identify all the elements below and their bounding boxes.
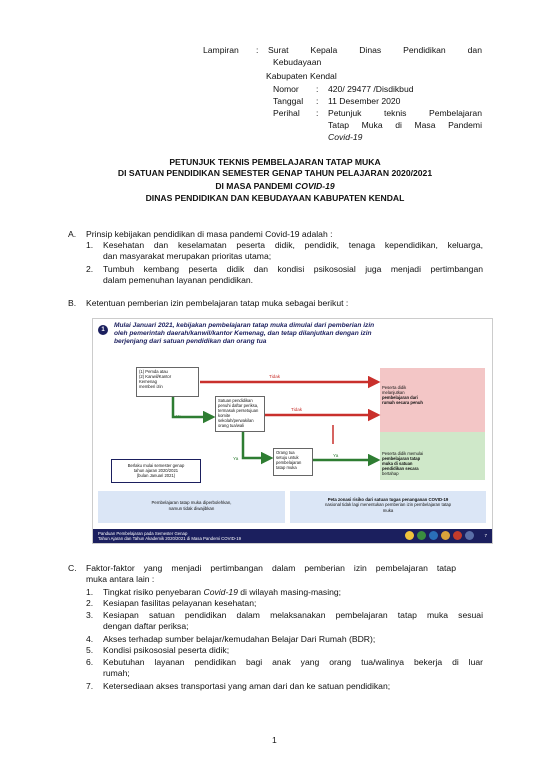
- slide-footer: Panduan Pembelajaran pada Semester Genap Tahun Ajaran dan Tahun Akademik 2020/2021 di Masa Pandemi COVID-19 7: [93, 529, 492, 543]
- list-item: Akses terhadap sumber belajar/kemudahan Belajar Dari Rumah (BDR);: [103, 634, 376, 644]
- page-number: 1: [272, 735, 277, 745]
- list-number: 7.: [86, 681, 94, 691]
- note-right: Peta zonasi risiko dari satuan tugas penanganan COVID-19 nasional tidak lagi menentukan pemberian izin pembelajaran tatap muka: [290, 491, 486, 523]
- outcome-home-learning: Peserta didik melanjutkan pembelajaran dari rumah secara penuh: [382, 385, 423, 405]
- perihal-value-3: Covid-19: [328, 132, 363, 142]
- logo-icon: [429, 531, 438, 540]
- list-number: 1.: [86, 587, 94, 597]
- list-item: Kondisi psikososial peserta didik;: [103, 645, 230, 655]
- logo-icon: [453, 531, 462, 540]
- ya-label-1: Ya: [176, 414, 182, 419]
- list-item-cont: dengan daftar periksa;: [103, 621, 189, 631]
- list-item: Tingkat risiko penyebaran Covid-19 di wilayah masing-masing;: [103, 587, 342, 597]
- list-item: Kesehatan dan keselamatan peserta didik, pendidik, tenaga kependidikan, keluarga,: [103, 240, 483, 250]
- perihal-value-1: Petunjuk teknis Pembelajaran: [328, 108, 482, 118]
- list-number: 3.: [86, 610, 94, 620]
- section-a-marker: A.: [68, 229, 77, 239]
- logo-icon: [405, 531, 414, 540]
- list-item: Ketersediaan akses transportasi yang aman dari dan ke satuan pendidikan;: [103, 681, 391, 691]
- section-b-marker: B.: [68, 298, 77, 308]
- slide-page-number: 7: [484, 533, 487, 538]
- policy-slide: [92, 318, 493, 544]
- slide-headline: Mulai Januari 2021, kebijakan pembelajaran tatap muka dimulai dari pemberian izin oleh pemerintah daerah/kanwil/kantor Kemenag, dan tetap dilanjutkan dengan izin berjenjang dari satuan pendidikan dan orang tua: [114, 322, 375, 345]
- ya-label-3: Ya: [333, 453, 339, 458]
- title-line1: PETUNJUK TEKNIS PEMBELAJARAN TATAP MUKA: [169, 157, 381, 167]
- header-line3: Kabupaten Kendal: [266, 71, 337, 81]
- title-line3: DI MASA PANDEMI COVID-19: [215, 181, 335, 191]
- flow-box-parents: Orang tua setuju untuk pembelajaran tatap muka: [273, 448, 313, 476]
- logo-icon: [417, 531, 426, 540]
- perihal-label: Perihal: [273, 108, 300, 118]
- ya-label-2: Ya: [233, 456, 239, 461]
- list-number: 2.: [86, 598, 94, 608]
- list-number: 6.: [86, 657, 94, 667]
- outcome-face-to-face: Peserta didik memulai pembelajaran tatap muka di satuan pendidikan secara bertahap: [382, 451, 424, 476]
- list-number: 2.: [86, 264, 94, 274]
- list-item-cont: dalam pemenuhan layanan pendidikan.: [103, 275, 254, 285]
- list-number: 5.: [86, 645, 94, 655]
- title-line2: DI SATUAN PENDIDIKAN SEMESTER GENAP TAHUN PELAJARAN 2020/2021: [117, 168, 433, 178]
- section-b-heading: Ketentuan pemberian izin pembelajaran tatap muka sebagai berikut :: [86, 298, 349, 308]
- flow-box-checklist: Satuan pendidikan penuhi daftar periksa, termasuk persetujuan komite sekolah/perwakilan orang tua/wali: [215, 396, 265, 432]
- tidak-label-2: Tidak: [291, 407, 303, 412]
- list-number: 1.: [86, 240, 94, 250]
- header-line2: Kebudayaan: [273, 57, 322, 67]
- title-line4: DINAS PENDIDIKAN DAN KEBUDAYAAN KABUPATEN KENDAL: [145, 193, 405, 203]
- section-a-heading: Prinsip kebijakan pendidikan di masa pandemi Covid-19 adalah :: [86, 229, 333, 239]
- list-item: Kebutuhan layanan pendidikan bagi anak yang orang tua/walinya bekerja di luar: [103, 657, 483, 667]
- nomor-value: 420/ 29477 /Disdikbud: [328, 84, 414, 94]
- list-item: Kesiapan satuan pendidikan dalam melaksanakan pembelajaran tatap muka sesuai: [103, 610, 483, 620]
- list-item-cont: dan masyarakat merupakan prioritas utama;: [103, 251, 272, 261]
- list-number: 4.: [86, 634, 94, 644]
- ya-arrow-2: [243, 431, 271, 458]
- tidak-label-1: Tidak: [269, 374, 281, 379]
- note-left: Pembelajaran tatap muka diperbolehkan, namun tidak diwajibkan: [98, 491, 285, 523]
- list-item: Tumbuh kembang peserta didik dan kondisi psikososial juga menjadi pertimbangan: [103, 264, 483, 274]
- section-c-heading-cont: muka antara lain :: [86, 574, 155, 584]
- slide-number-badge: 1: [98, 325, 108, 335]
- list-item: Kesiapan fasilitas pelayanan kesehatan;: [103, 598, 257, 608]
- logo-icon: [465, 531, 474, 540]
- lampiran-label: Lampiran: [203, 45, 239, 55]
- tanggal-label: Tanggal: [273, 96, 304, 106]
- tanggal-value: 11 Desember 2020: [328, 96, 401, 106]
- list-item-cont: rumah;: [103, 668, 130, 678]
- colon: :: [256, 45, 259, 55]
- section-c-heading: Faktor-faktor yang menjadi pertimbangan dalam pemberian izin pembelajaran tatap: [86, 563, 456, 573]
- nomor-label: Nomor: [273, 84, 299, 94]
- perihal-value-2: Tatap Muka di Masa Pandemi: [328, 120, 482, 130]
- semester-box: Berlaku mulai semester genap tahun ajaran 2020/2021 (bulan Januari 2021): [111, 459, 201, 483]
- header-line1: Surat Kepala Dinas Pendidikan dan: [268, 45, 482, 55]
- flow-box-permission: (1) Pemda atau (2) Kanwil/Kantor Kemenag memberi izin: [136, 367, 199, 397]
- logo-icon: [441, 531, 450, 540]
- logo-row: [405, 531, 474, 540]
- section-c-marker: C.: [68, 563, 77, 573]
